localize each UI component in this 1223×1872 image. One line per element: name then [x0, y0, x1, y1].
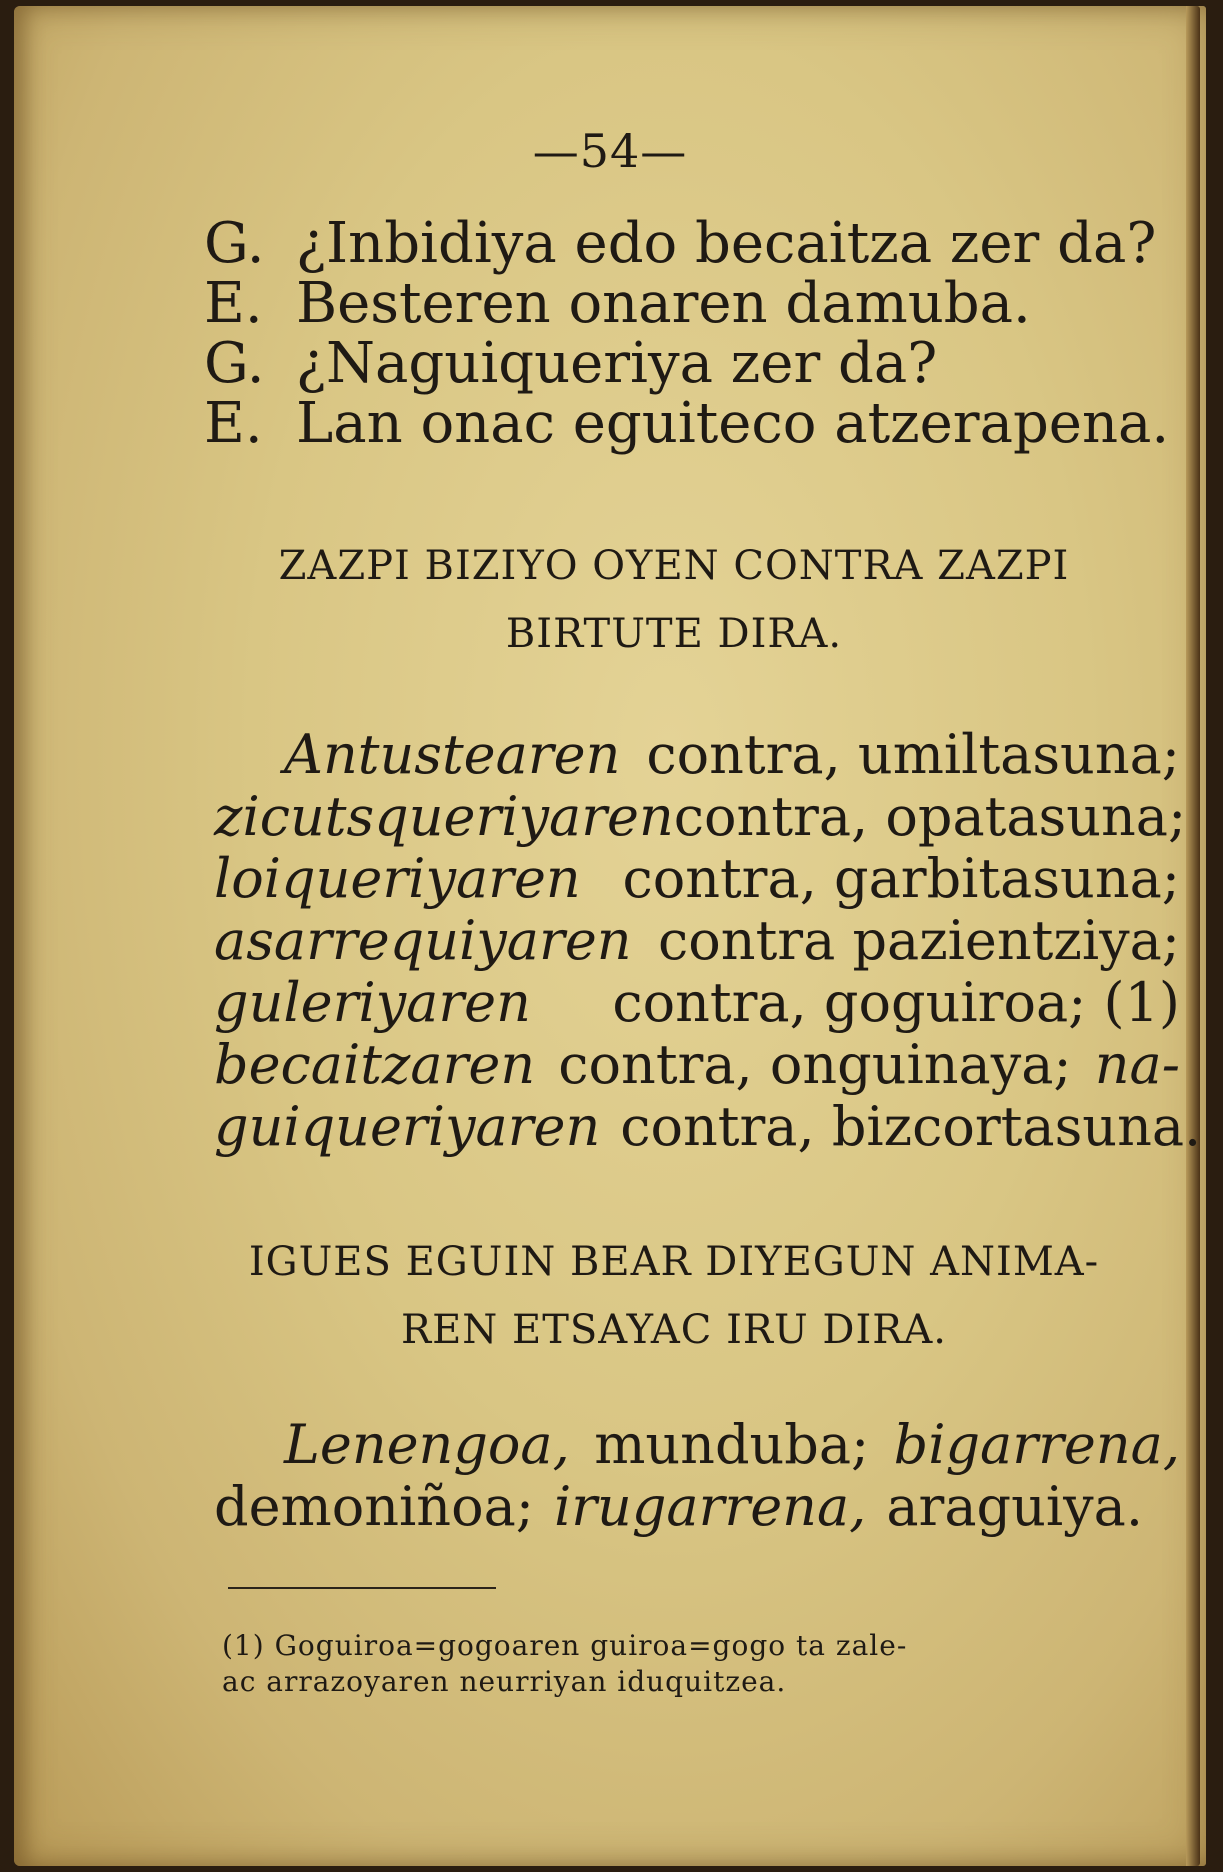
virtue-text: contra, goguiroa; (1) — [612, 971, 1180, 1034]
paragraph-line — [214, 1095, 1202, 1158]
vice-term: guiqueriyaren — [214, 1095, 601, 1158]
heading-line: REN ETSAYAC IRU DIRA. — [400, 1307, 948, 1353]
qa-row — [204, 271, 1144, 336]
heading-line: IGUES EGUIN BEAR DIYEGUN ANIMA- — [248, 1239, 1100, 1285]
qa-speaker: E. — [204, 271, 263, 336]
qa-text: ¿Inbidiya edo becaitza zer da? — [296, 211, 1157, 276]
section-heading-virtues — [204, 532, 1144, 668]
qa-text: Besteren onaren damuba. — [296, 271, 1031, 336]
footnote-line: ac arrazoyaren neurriyan iduquitzea. — [222, 1665, 787, 1698]
enemies-paragraph — [214, 1414, 1180, 1538]
paragraph-line — [214, 785, 1187, 848]
qa-row — [204, 211, 1157, 276]
qa-text: Lan onac eguiteco atzerapena. — [296, 391, 1170, 456]
paragraph-line — [214, 724, 1180, 786]
vice-term: zicutsqueriyaren — [214, 785, 674, 848]
catechism-qa — [204, 211, 1170, 456]
enemy-label: bigarrena, — [893, 1413, 1180, 1476]
book-page — [14, 6, 1206, 1866]
qa-speaker: G. — [204, 211, 265, 276]
heading-line: BIRTUTE DIRA. — [505, 611, 843, 657]
footnote-divider — [228, 1587, 496, 1589]
virtue-text: contra, bizcortasuna. — [620, 1095, 1202, 1158]
qa-text: ¿Naguiqueriya zer da? — [296, 331, 938, 396]
enemy-label: Lenengoa, — [284, 1413, 570, 1476]
paragraph-line — [214, 1034, 1180, 1096]
vice-term: loiqueriyaren — [214, 847, 581, 910]
virtue-text: contra, opatasuna; — [673, 785, 1187, 848]
page-number: —54— — [532, 124, 688, 178]
book-spine-edge — [1186, 6, 1200, 1866]
vice-term: becaitzaren — [214, 1033, 536, 1096]
paragraph-line — [214, 972, 1180, 1034]
footnote-line: (1) Goguiroa=gogoaren guiroa=gogo ta zale- — [222, 1629, 908, 1662]
qa-row — [204, 331, 1144, 396]
heading-line: ZAZPI BIZIYO OYEN CONTRA ZAZPI — [278, 543, 1070, 589]
paragraph-line — [214, 1476, 1180, 1538]
virtue-text: contra, garbitasuna; — [622, 847, 1180, 910]
vice-term-hyphenated: na- — [1094, 1033, 1180, 1096]
section-heading-enemies — [204, 1228, 1144, 1364]
vice-term: asarrequiyaren — [214, 909, 632, 972]
virtue-text: contra pazientziya; — [658, 909, 1180, 972]
enemy-label: irugarrena, — [553, 1475, 867, 1538]
enemy-text: munduba; — [594, 1413, 870, 1476]
virtue-text: contra, onguinaya; — [558, 1033, 1072, 1096]
qa-speaker: E. — [204, 391, 263, 456]
virtue-text: contra, umiltasuna; — [646, 723, 1180, 786]
paragraph-line — [214, 848, 1180, 910]
footnote — [222, 1628, 1190, 1700]
paragraph-line — [214, 910, 1180, 972]
enemy-text: araguiya. — [886, 1475, 1144, 1538]
vice-term: Antustearen — [284, 723, 621, 786]
qa-speaker: G. — [204, 331, 265, 396]
enemy-text: demoniñoa; — [214, 1475, 534, 1538]
qa-row — [204, 391, 1170, 456]
paragraph-line — [214, 1414, 1180, 1476]
virtues-paragraph — [214, 723, 1202, 1158]
vice-term: guleriyaren — [214, 971, 531, 1034]
